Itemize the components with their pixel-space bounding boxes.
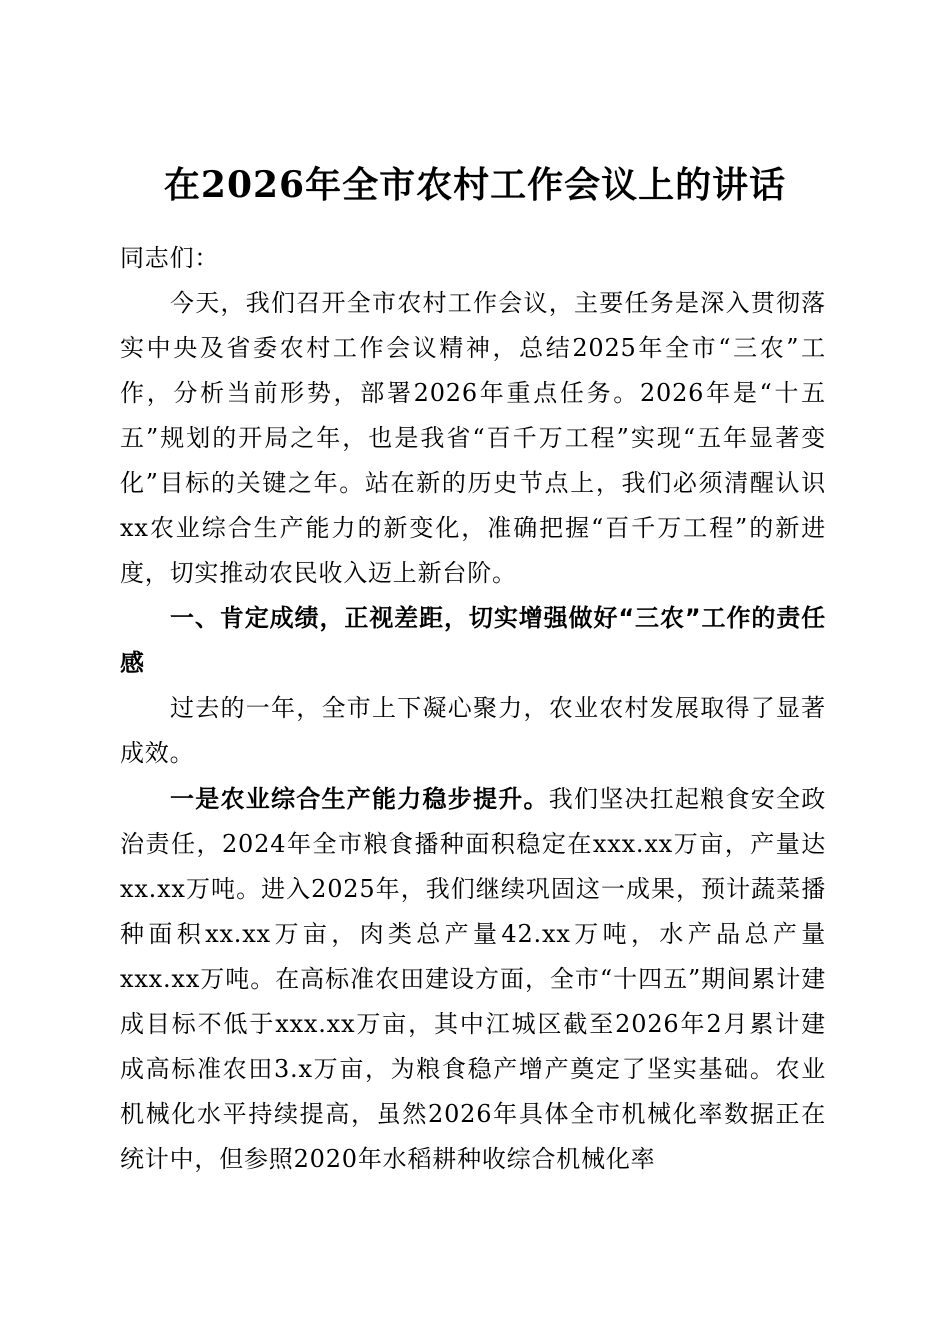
intro-paragraph: 今天，我们召开全市农村工作会议，主要任务是深入贯彻落实中央及省委农村工作会议精神，总结2025年全市“三农”工作，分析当前形势，部署2026年重点任务。2026年是“十五五”规划的开局之年，也是我省“百千万工程”实现“五年显著变化”目标的关键之年。站在新的历史节点上，我们必须清醒认识xx农业综合生产能力的新变化，准确把握“百千万工程”的新进度，切实推动农民收入迈上新台阶。 bbox=[120, 289, 826, 587]
paragraph-lead: 一是农业综合生产能力稳步提升。 bbox=[170, 784, 549, 813]
section-paragraph: 过去的一年，全市上下凝心聚力，农业农村发展取得了显著成效。 bbox=[120, 694, 826, 767]
section-heading: 一、肯定成绩，正视差距，切实增强做好“三农”工作的责任感 bbox=[120, 604, 826, 677]
document-title: 在2026年全市农村工作会议上的讲话 bbox=[163, 164, 787, 207]
salutation: 同志们： bbox=[120, 244, 220, 272]
paragraph-text: 我们坚决扛起粮食安全政治责任，2024年全市粮食播种面积稳定在xxx.xx万亩，产量达xx.xx万吨。进入2025年，我们继续巩固这一成果，预计蔬菜播种面积xx.xx万亩，肉类总产量42.xx万吨，水产品总产量xxx.xx万吨。在高标准农田建设方面，全市“十四五”期间累计建成目标不低于xxx.xx万亩，其中江城区截至2026年2月累计建成高标准农田3.x万亩，为粮食稳产增产奠定了坚实基础。农业机械化水平持续提高，虽然2026年具体全市机械化率数据正在统计中，但参照2020年水稻耕种收综合机械化率 bbox=[120, 785, 826, 1173]
section-paragraph bbox=[120, 776, 826, 1182]
document-body bbox=[120, 236, 826, 1182]
